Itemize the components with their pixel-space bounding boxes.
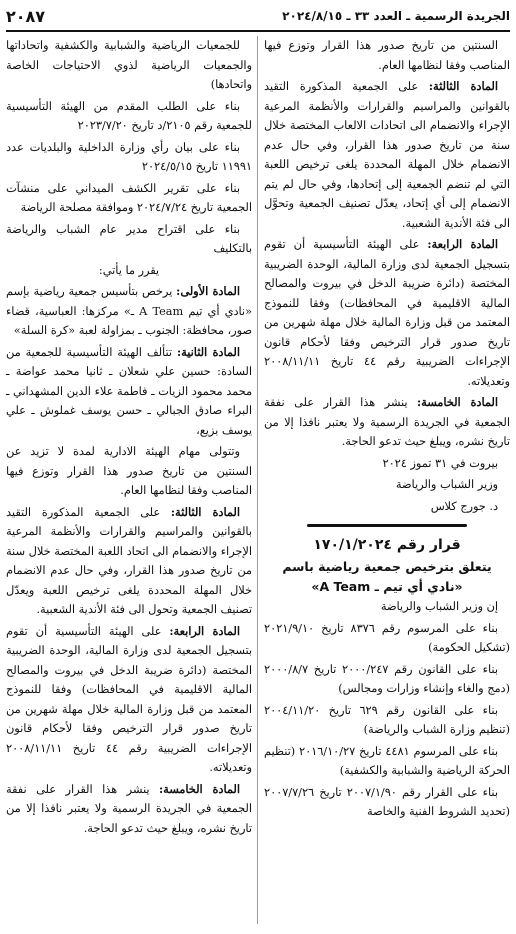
article-five [6,780,252,839]
legal-basis: بناء على القانون رقم ٦٢٩ تاريخ ٢٠٠٤/١١/٢٠ (تنظيم وزارة الشباب والرياضة) [264,703,510,736]
legal-basis: بناء على المرسوم رقم ٨٣٧٦ تاريخ ٢٠٢١/٩/١٠ (تشكيل الحكومة) [264,621,510,654]
left-column [6,36,252,840]
article-label: المادة الأولى: [176,284,240,298]
paragraph: السنتين من تاريخ صدور هذا القرار وتوزع فيها المناصب وفقا لنظامها العام. [264,39,510,72]
article-label: المادة الخامسة: [159,781,241,796]
article-three [6,503,252,620]
page-number: ٢٠٨٧ [6,6,46,26]
article-two [6,343,252,441]
minister-name: د. جورج كلاس [430,499,498,513]
page-header [6,4,510,28]
intro-line: إن وزير الشباب والرياضة [380,600,498,613]
article-text: على الهيئة التأسيسية أن تقوم بتسجيل الجمعية لدى وزارة المالية، الوحدة الضريبية المختصة (دائرة ضريبة الدخل في بيروت والمصالح المالية الاقليمية في المحافظات) وفقا للنموذج المعتمد من قبل وزارة المالية خلال مهلة شهرين من تاريخ صدور قرار الترخيص وفقا لأحكام قانون الإجراءات الضريبية رقم ٤٤ تاريخ ٢٠٠٨/١١/١١ وتعديلاته. [6,624,252,774]
article-three [264,77,510,233]
legal-basis: بناء على تقرير الكشف الميداني على منشآت الجمعية تاريخ ٢٠٢٤/٧/٢٤ وموافقة مصلحة الرياضة [6,181,252,214]
minister-title: وزير الشباب والرياضة [395,478,498,491]
right-column [264,36,510,824]
decision-title: قرار رقم ١٧٠/١/٢٠٢٤ [313,537,461,553]
article-label: المادة الرابعة: [169,623,240,638]
article-text: ينشر هذا القرار على نفقة الجمعية في الجريدة الرسمية ولا يعتبر نافذا إلا من تاريخ نشره، ويبلغ حيث تدعو الحاجة. [6,782,252,835]
article-text: ينشر هذا القرار على نفقة الجمعية في الجريدة الرسمية ولا يعتبر نافذا إلا من تاريخ نشره، ويبلغ حيث تدعو الحاجة. [264,396,510,448]
legal-basis: بناء على بيان رأي وزارة الداخلية والبلديات عدد ١١٩٩١ تاريخ ٢٠٢٤/٥/١٥ [6,140,252,173]
legal-basis: بناء على القرار رقم ٢٠٠٧/١/٩٠ تاريخ ٢٠٠٧/٧/٢٦ (تحديد الشروط الفنية والخاصة [264,785,510,818]
header-rule [6,30,510,32]
article-one [6,282,252,341]
article-text: تتألف الهيئة التأسيسية للجمعية من السادة: حسين علي شعلان ـ ثانيا محمد عواضة ـ محمد محمود الزيات ـ فاطمة علاء الدين المشهداني ـ البراء صادق الجبالي ـ حسن يوسف غملوش ـ علي يوسف بزيع، [6,345,252,437]
article-text: على الهيئة التأسيسية أن تقوم بتسجيل الجمعية لدى وزارة المالية، الوحدة الضريبية المختصة (دائرة ضريبة الدخل في بيروت والمصالح المالية الاقليمية في المحافظات) وفقا للنموذج المعتمد من قبل وزارة المالية خلال مهلة شهرين من تاريخ صدور قرار الترخيص وفقا لأحكام قانون الإجراءات الضريبية رقم ٤٤ تاريخ ٢٠٠٨/١١/١١ وتعديلاته. [264,238,510,388]
paragraph: للجمعيات الرياضية والشبابية والكشفية واتحاداتها والجمعيات الرياضية لذوي الاحتياجات الخاصة واتحادها) [6,39,252,91]
article-label: المادة الخامسة: [417,395,499,409]
decision-club: «نادي أي تيم ـ A Team» [311,579,463,594]
article-label: المادة الثالثة: [170,504,240,519]
article-label: المادة الثالثة: [428,79,498,93]
legal-basis: بناء على اقتراح مدير عام الشباب والرياضة بالتكليف [6,222,252,255]
section-divider [307,524,467,527]
article-four [6,622,252,778]
header-title: الجريدة الرسمية ـ العدد ٣٣ ـ ٢٠٢٤/٨/١٥ [282,9,510,23]
decides-line: يقرر ما يأتي: [98,263,160,277]
paragraph: وتتولى مهام الهيئة الادارية لمدة لا تزيد عن السنتين من تاريخ صدور هذا القرار وتوزع فيها المناصب وفقا لنظامها العام. [6,445,252,497]
article-five [264,393,510,452]
signature-block [264,454,510,517]
legal-basis: بناء على المرسوم ٤٤٨١ تاريخ ٢٠١٦/١٠/٢٧ (تنظيم الحركة الرياضية والشبابية والكشفية) [264,744,510,777]
article-label: المادة الرابعة: [427,237,498,251]
article-four [264,235,510,391]
legal-basis: بناء على الطلب المقدم من الهيئة التأسيسية للجمعية رقم ٢١٠٥/د تاريخ ٢٠٢٣/٧/٢٠ [6,99,252,132]
article-text: على الجمعية المذكورة التقيد بالقوانين والمراسيم والقرارات والأنظمة المرعية الإجراء والانضمام الى اتحادات الالعاب المختصة خلال سنة من تاريخ صدور هذا القرار، وفي حال عدم الانضمام خلال المهلة المحددة يلغى ترخيص اللعبة التي لم تنضم الجمعية إلى إتحادها، وفي حال لم يتم الانضمام إلى أي إتحاد، يعدّل تصنيف الجمعية وتحوَّل الى فئة الأندية الشعبية. [264,80,510,230]
article-label: المادة الثانية: [176,344,240,359]
column-divider [257,36,258,924]
legal-basis: بناء على القانون رقم ٢٠٠٠/٢٤٧ تاريخ ٢٠٠٠/٨/٧ (دمج والغاء وإنشاء وزارات ومجالس) [264,662,510,695]
signature-date: بيروت في ٣١ تموز ٢٠٢٤ [382,456,498,470]
article-text: على الجمعية المذكورة التقيد بالقوانين والمراسيم والقرارات والأنظمة المرعية الإجراء والانضمام الى اتحاد اللعبة المختصة خلال سنة من تاريخ صدور هذا القرار، وفي حال عدم الانضمام خلال المهلة المحددة يلغى ترخيص اللعبة ويعدّل تصنيف الجمعية وتحول الى فئة الأندية الشعبية. [6,505,252,616]
decision-subject: يتعلق بترخيص جمعية رياضية باسم [282,559,492,574]
article-text: يرخص بتأسيس جمعية رياضية بإسم «نادي أي تيم A Team ـ» مركزها: العباسية، قضاء صور، محافظة: الجنوب ـ بمزاولة لعبة «كرة السلة» [6,285,252,337]
